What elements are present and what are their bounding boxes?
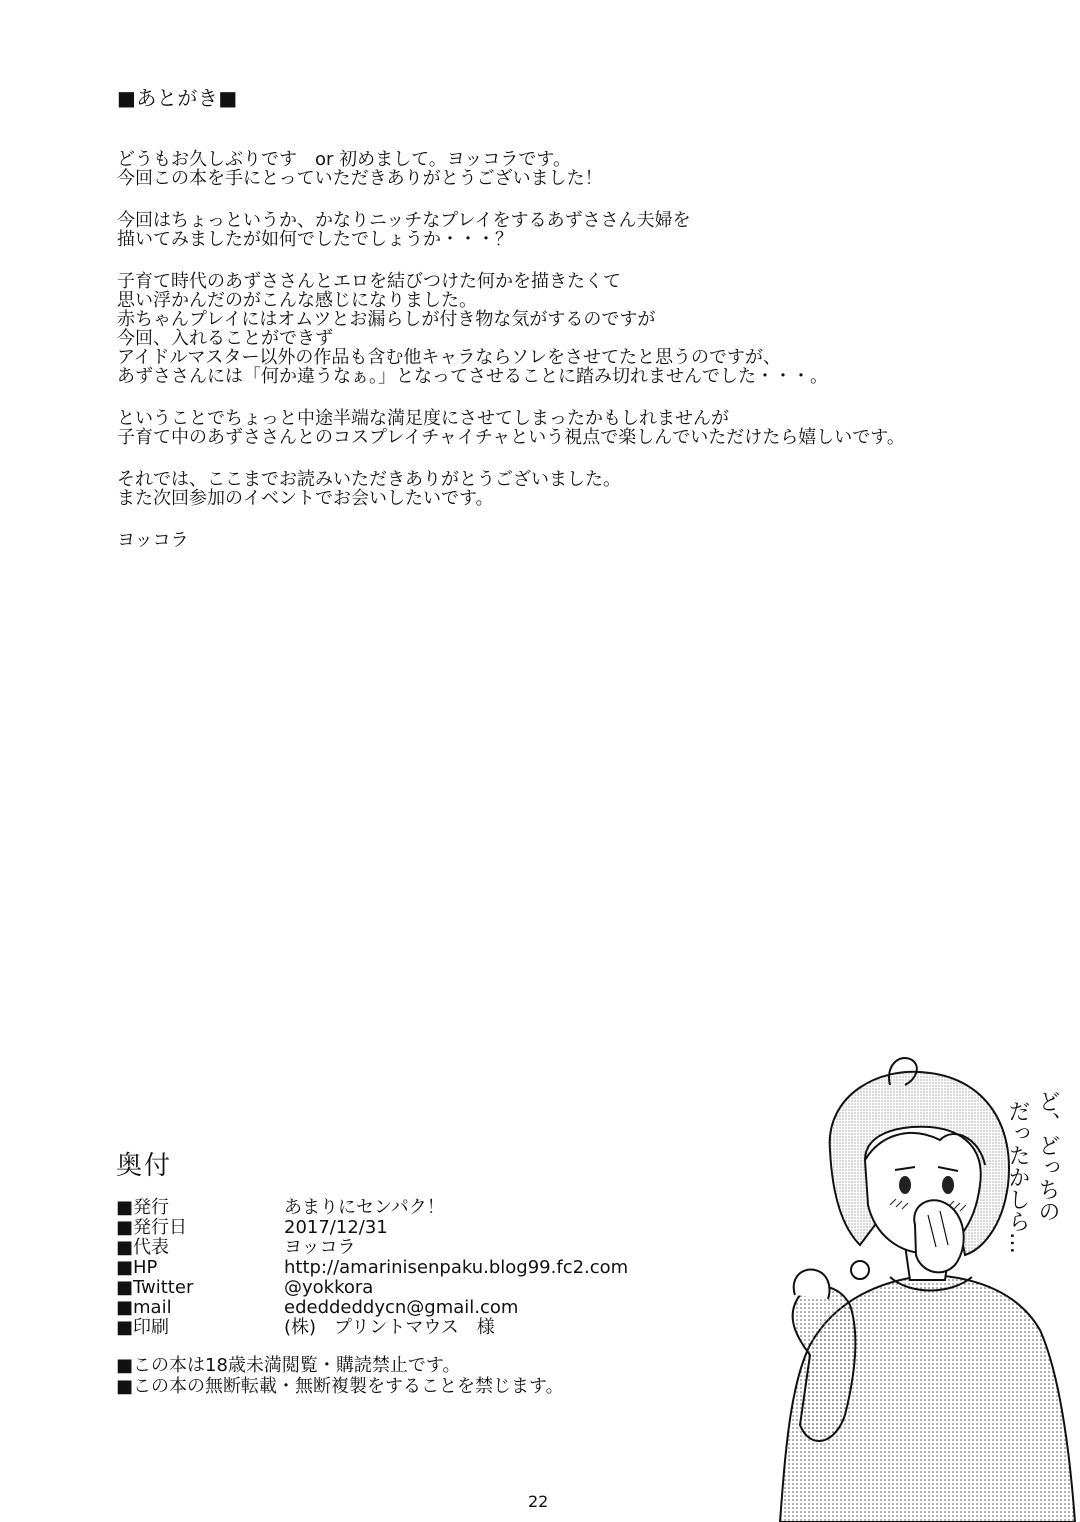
afterword-signature: ヨッコラ <box>117 530 189 551</box>
afterword-paragraph: それでは、ここまでお読みいただきありがとうございました。 また次回参加のイベントでお会いしたいです。 <box>117 469 621 509</box>
colophon-label: mail <box>133 1297 172 1318</box>
afterword-paragraph: どうもお久しぶりです or 初めまして。ヨッコラです。 今回この本を手にとっていただきありがとうございました！ <box>117 149 603 189</box>
speech-text-1: ど、どっちの <box>1035 1090 1060 1222</box>
colophon-value: @yokkora <box>284 1277 374 1298</box>
colophon-row-mail <box>116 1298 628 1318</box>
colophon-label: 発行日 <box>133 1217 188 1238</box>
afterword-paragraph: 今回はちょっというか、かなりニッチなプレイをするあずささん夫婦を 描いてみましたが如何でしたでしょうか・・・？ <box>117 210 691 250</box>
afterword-title: あとがき <box>136 86 219 110</box>
colophon-label: HP <box>133 1257 158 1278</box>
afterword-paragraph: ということでちょっと中途半端な満足度にさせてしまったかもしれませんが 子育て中のあずささんとのコスプレイチャイチャという視点で楽しんでいただけたら嬉しいです。 <box>117 408 905 448</box>
colophon-label: 印刷 <box>133 1317 170 1338</box>
notice-age-restriction: ■ この本は18歳未満閲覧・購読禁止です。 <box>116 1355 564 1376</box>
colophon-value: ededdeddycn@gmail.com <box>284 1297 519 1318</box>
colophon-value: あまりにセンパク！ <box>284 1197 445 1218</box>
legal-notices <box>116 1355 564 1397</box>
colophon-row-date <box>116 1218 628 1238</box>
colophon-label: Twitter <box>133 1277 194 1298</box>
afterword-heading <box>117 82 238 111</box>
pacifier <box>851 1261 869 1279</box>
afterword-paragraph: 子育て時代のあずささんとエロを結びつけた何かを描きたくて 思い浮かんだのがこんな感じになりました。 赤ちゃんプレイにはオムツとお漏らしが付き物な気がするのですが 今回、入れることができず アイドルマスター以外の作品も含む他キャラならソレをさせてたと思うのですが、 あずささんには「何か違うなぁ。」となってさせることに踏み切れませんでした・・・。 <box>117 271 828 387</box>
colophon-row-publisher <box>116 1198 628 1218</box>
hand-left <box>794 1270 830 1299</box>
colophon-row-representative <box>116 1238 628 1258</box>
colophon-row-homepage <box>116 1258 628 1278</box>
afterword-body <box>117 150 977 573</box>
colophon-table <box>116 1198 628 1338</box>
colophon-value: (株) プリントマウス 様 <box>284 1317 495 1338</box>
hand-over-mouth <box>914 1200 964 1272</box>
eye-right <box>942 1176 954 1194</box>
colophon-value: http://amarinisenpaku.blog99.fc2.com <box>284 1257 629 1278</box>
colophon-row-twitter <box>116 1278 628 1298</box>
colophon-value: 2017/12/31 <box>284 1217 388 1238</box>
colophon-label: 発行 <box>133 1197 170 1218</box>
eye-left <box>899 1176 911 1194</box>
speech-text-2: だったかしら… <box>1005 1100 1030 1254</box>
page-number: 22 <box>528 1492 549 1511</box>
notice-copyright: ■ この本の無断転載・無断複製をすることを禁じます。 <box>116 1376 564 1397</box>
colophon-value: ヨッコラ <box>284 1237 356 1258</box>
colophon-title: 奥付 <box>116 1151 173 1181</box>
colophon-row-printer <box>116 1318 628 1338</box>
colophon-label: 代表 <box>133 1237 170 1258</box>
